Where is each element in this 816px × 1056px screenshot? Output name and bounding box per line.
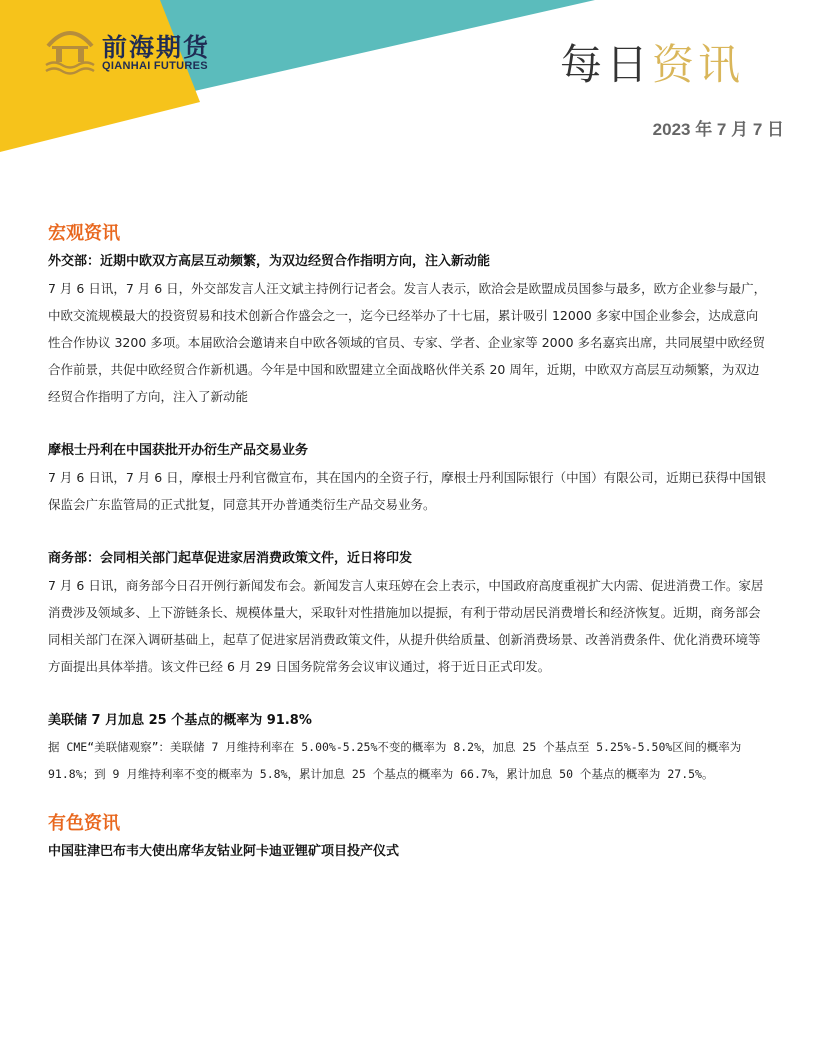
- article-body: 据 CME“美联储观察”：美联储 7 月维持利率在 5.00%-5.25%不变的概率为 8.2%，加息 25 个基点至 5.25%-5.50%区间的概率为 91.8%；到 9 月维持利率不变的概率为 5.8%，累计加息 25 个基点的概率为 66.7%，累计加息 50 个基点的概率为 27.5%。: [48, 740, 742, 781]
- article-headline: 摩根士丹利在中国获批开办衍生产品交易业务: [48, 443, 309, 458]
- article-headline: 中国驻津巴布韦大使出席华友钴业阿卡迪亚锂矿项目投产仪式: [48, 844, 400, 859]
- page-title: [559, 40, 744, 89]
- article-headline: 外交部：近期中欧双方高层互动频繁，为双边经贸合作指明方向，注入新动能: [48, 254, 491, 269]
- section-title-metals: 有色资讯: [48, 813, 120, 834]
- article-body: 7 月 6 日讯，商务部今日召开例行新闻发布会。新闻发言人束珏婷在会上表示，中国政府高度重视扩大内需、促进消费工作。家居消费涉及领域多、上下游链条长、规模体量大，采取针对性措施加以提振，有利于带动居民消费增长和经济恢复。近期，商务部会同相关部门在深入调研基础上，起草了促进家居消费政策文件，从提升供给质量、创新消费场景、改善消费条件、优化消费环境等方面提出具体举措。该文件已经 6 月 29 日国务院常务会议审议通过，将于近日正式印发。: [48, 578, 764, 674]
- logo-mark-icon: [44, 26, 96, 78]
- article-headline: 商务部：会同相关部门起草促进家居消费政策文件，近日将印发: [48, 551, 413, 566]
- logo-chinese-name: 前海期货: [102, 33, 211, 62]
- section-title-macro: 宏观资讯: [48, 223, 120, 244]
- page-title-part2: 资讯: [651, 40, 744, 89]
- company-logo: [44, 26, 244, 78]
- article-body: 7 月 6 日讯，7 月 6 日，摩根士丹利官微宣布，其在国内的全资子行，摩根士丹利国际银行（中国）有限公司，近期已获得中国银保监会广东监管局的正式批复，同意其开办普通类衍生产品交易业务。: [48, 470, 767, 512]
- article-item: [48, 838, 770, 865]
- page-title-part1: 每日: [559, 40, 652, 89]
- main-content: [48, 220, 770, 865]
- report-date: 2023 年 7 月 7 日: [652, 120, 784, 139]
- section-macro: [48, 220, 770, 788]
- article-item: [48, 437, 770, 518]
- article-item: [48, 545, 770, 680]
- article-item: [48, 248, 770, 410]
- section-metals: [48, 810, 770, 865]
- logo-english-name: QIANHAI FUTURES: [102, 60, 208, 72]
- article-body: 7 月 6 日讯，7 月 6 日，外交部发言人汪文斌主持例行记者会。发言人表示，欧洽会是欧盟成员国参与最多，欧方企业参与最广，中欧交流规模最大的投资贸易和技术创新合作盛会之一，迄今已经举办了十七届，累计吸引 12000 多家中国企业参会，达成意向性合作协议 3200 多项。本届欧洽会邀请来自中欧各领域的官员、专家、学者、企业家等 2000 多名嘉宾出席，共同展望中欧经贸合作前景，共促中欧经贸合作新机遇。今年是中国和欧盟建立全面战略伙伴关系 20 周年，近期，中欧双方高层互动频繁，为双边经贸合作指明了方向，注入了新动能: [48, 281, 767, 404]
- article-headline: 美联储 7 月加息 25 个基点的概率为 91.8%: [48, 713, 312, 728]
- article-item: [48, 707, 770, 788]
